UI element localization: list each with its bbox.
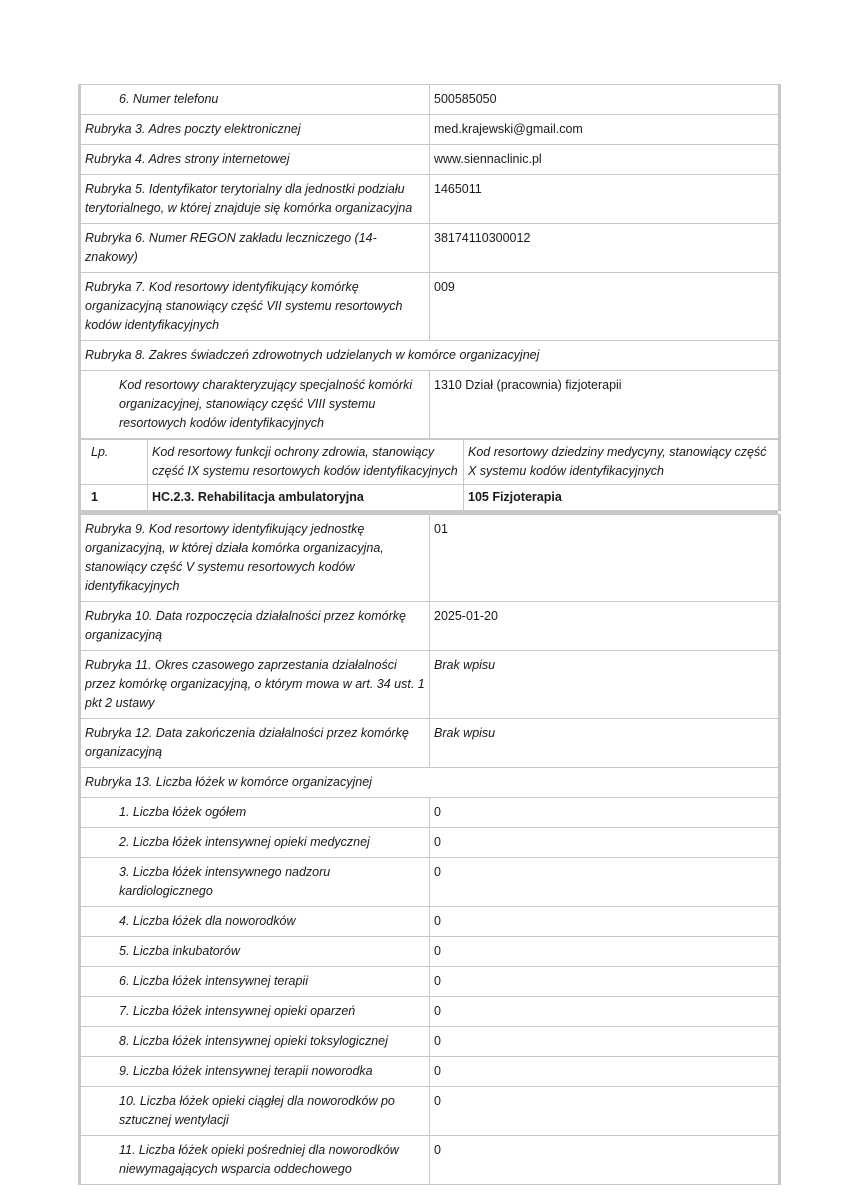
table-row xyxy=(80,224,780,273)
bed-count-value: 0 xyxy=(430,1057,780,1087)
field-value-suspension: Brak wpisu xyxy=(430,651,780,719)
bed-count-value: 0 xyxy=(430,858,780,907)
field-label-code-vii: Rubryka 7. Kod resortowy identyfikujący komórkę organizacyjną stanowiący część VII systemu resortowych kodów identyfikacyjnych xyxy=(80,273,430,341)
table-row xyxy=(80,485,780,511)
table-row xyxy=(80,798,780,828)
field-label-website: Rubryka 4. Adres strony internetowej xyxy=(80,145,430,175)
section-title-rubryka-8: Rubryka 8. Zakres świadczeń zdrowotnych udzielanych w komórce organizacyjnej xyxy=(80,341,780,371)
table-row xyxy=(80,858,780,907)
field-label-regon: Rubryka 6. Numer REGON zakładu leczniczego (14-znakowy) xyxy=(80,224,430,273)
table-row xyxy=(80,145,780,175)
table-row xyxy=(80,273,780,341)
field-label-start-date: Rubryka 10. Data rozpoczęcia działalności przez komórkę organizacyjną xyxy=(80,602,430,651)
bed-count-value: 0 xyxy=(430,967,780,997)
table-row xyxy=(80,1087,780,1136)
services-table-header xyxy=(80,440,780,485)
field-value-website: www.siennaclinic.pl xyxy=(430,145,780,175)
table-row xyxy=(80,967,780,997)
bed-count-label: 9. Liczba łóżek intensywnej terapii noworodka xyxy=(80,1057,430,1087)
field-value-email: med.krajewski@gmail.com xyxy=(430,115,780,145)
field-label-phone: 6. Numer telefonu xyxy=(80,85,430,115)
bed-count-value: 0 xyxy=(430,997,780,1027)
column-header-field-code: Kod resortowy dziedziny medycyny, stanowiący część X systemu kodów identyfikacyjnych xyxy=(464,440,780,485)
field-label-specialty: Kod resortowy charakteryzujący specjalność komórki organizacyjnej, stanowiący część VIII systemu resortowych kodów identyfikacyjnych xyxy=(80,371,430,439)
bed-count-label: 8. Liczba łóżek intensywnej opieki toksylogicznej xyxy=(80,1027,430,1057)
field-value-territorial-id: 1465011 xyxy=(430,175,780,224)
table-row xyxy=(80,1057,780,1087)
table-row xyxy=(80,602,780,651)
bed-count-value: 0 xyxy=(430,937,780,967)
field-label-end-date: Rubryka 12. Data zakończenia działalności przez komórkę organizacyjną xyxy=(80,719,430,768)
field-value-specialty: 1310 Dział (pracownia) fizjoterapii xyxy=(430,371,780,439)
registry-document xyxy=(78,84,778,1185)
field-value-start-date: 2025-01-20 xyxy=(430,602,780,651)
field-value-code-v: 01 xyxy=(430,515,780,602)
column-header-lp: Lp. xyxy=(80,440,148,485)
bed-count-label: 11. Liczba łóżek opieki pośredniej dla noworodków niewymagających wsparcia oddechowego xyxy=(80,1136,430,1185)
field-label-email: Rubryka 3. Adres poczty elektronicznej xyxy=(80,115,430,145)
bed-count-label: 1. Liczba łóżek ogółem xyxy=(80,798,430,828)
cell-function-code: HC.2.3. Rehabilitacja ambulatoryjna xyxy=(148,485,464,511)
bed-count-label: 4. Liczba łóżek dla noworodków xyxy=(80,907,430,937)
services-table xyxy=(78,439,781,511)
bed-count-value: 0 xyxy=(430,828,780,858)
field-label-code-v: Rubryka 9. Kod resortowy identyfikujący jednostkę organizacyjną, w której działa komórka organizacyjna, stanowiący część V systemu resortowych kodów identyfikacyjnych xyxy=(80,515,430,602)
table-row xyxy=(80,828,780,858)
bed-count-value: 0 xyxy=(430,1136,780,1185)
section-title-rubryka-13: Rubryka 13. Liczba łóżek w komórce organizacyjnej xyxy=(80,768,780,798)
table-row xyxy=(80,1027,780,1057)
bed-count-label: 6. Liczba łóżek intensywnej terapii xyxy=(80,967,430,997)
cell-field-code: 105 Fizjoterapia xyxy=(464,485,780,511)
field-value-code-vii: 009 xyxy=(430,273,780,341)
bed-count-value: 0 xyxy=(430,907,780,937)
bed-count-label: 7. Liczba łóżek intensywnej opieki oparzeń xyxy=(80,997,430,1027)
field-value-phone: 500585050 xyxy=(430,85,780,115)
field-value-regon: 38174110300012 xyxy=(430,224,780,273)
bed-count-label: 2. Liczba łóżek intensywnej opieki medycznej xyxy=(80,828,430,858)
table-row xyxy=(80,997,780,1027)
table-row xyxy=(80,719,780,768)
table-row xyxy=(80,341,780,371)
table-row xyxy=(80,651,780,719)
cell-lp: 1 xyxy=(80,485,148,511)
table-row xyxy=(80,937,780,967)
table-row xyxy=(80,115,780,145)
bed-count-value: 0 xyxy=(430,798,780,828)
bed-count-label: 5. Liczba inkubatorów xyxy=(80,937,430,967)
table-row xyxy=(80,515,780,602)
bed-count-label: 10. Liczba łóżek opieki ciągłej dla noworodków po sztucznej wentylacji xyxy=(80,1087,430,1136)
table-row xyxy=(80,371,780,439)
table-row xyxy=(80,1136,780,1185)
table-row xyxy=(80,768,780,798)
registry-table-top xyxy=(78,84,781,439)
field-label-suspension: Rubryka 11. Okres czasowego zaprzestania działalności przez komórkę organizacyjną, o którym mowa w art. 34 ust. 1 pkt 2 ustawy xyxy=(80,651,430,719)
table-row xyxy=(80,175,780,224)
table-row xyxy=(80,85,780,115)
field-label-territorial-id: Rubryka 5. Identyfikator terytorialny dla jednostki podziału terytorialnego, w której znajduje się komórka organizacyjna xyxy=(80,175,430,224)
registry-table-bottom xyxy=(78,514,781,1185)
bed-count-value: 0 xyxy=(430,1027,780,1057)
bed-count-value: 0 xyxy=(430,1087,780,1136)
table-row xyxy=(80,907,780,937)
column-header-function-code: Kod resortowy funkcji ochrony zdrowia, stanowiący część IX systemu resortowych kodów identyfikacyjnych xyxy=(148,440,464,485)
bed-count-label: 3. Liczba łóżek intensywnego nadzoru kardiologicznego xyxy=(80,858,430,907)
field-value-end-date: Brak wpisu xyxy=(430,719,780,768)
